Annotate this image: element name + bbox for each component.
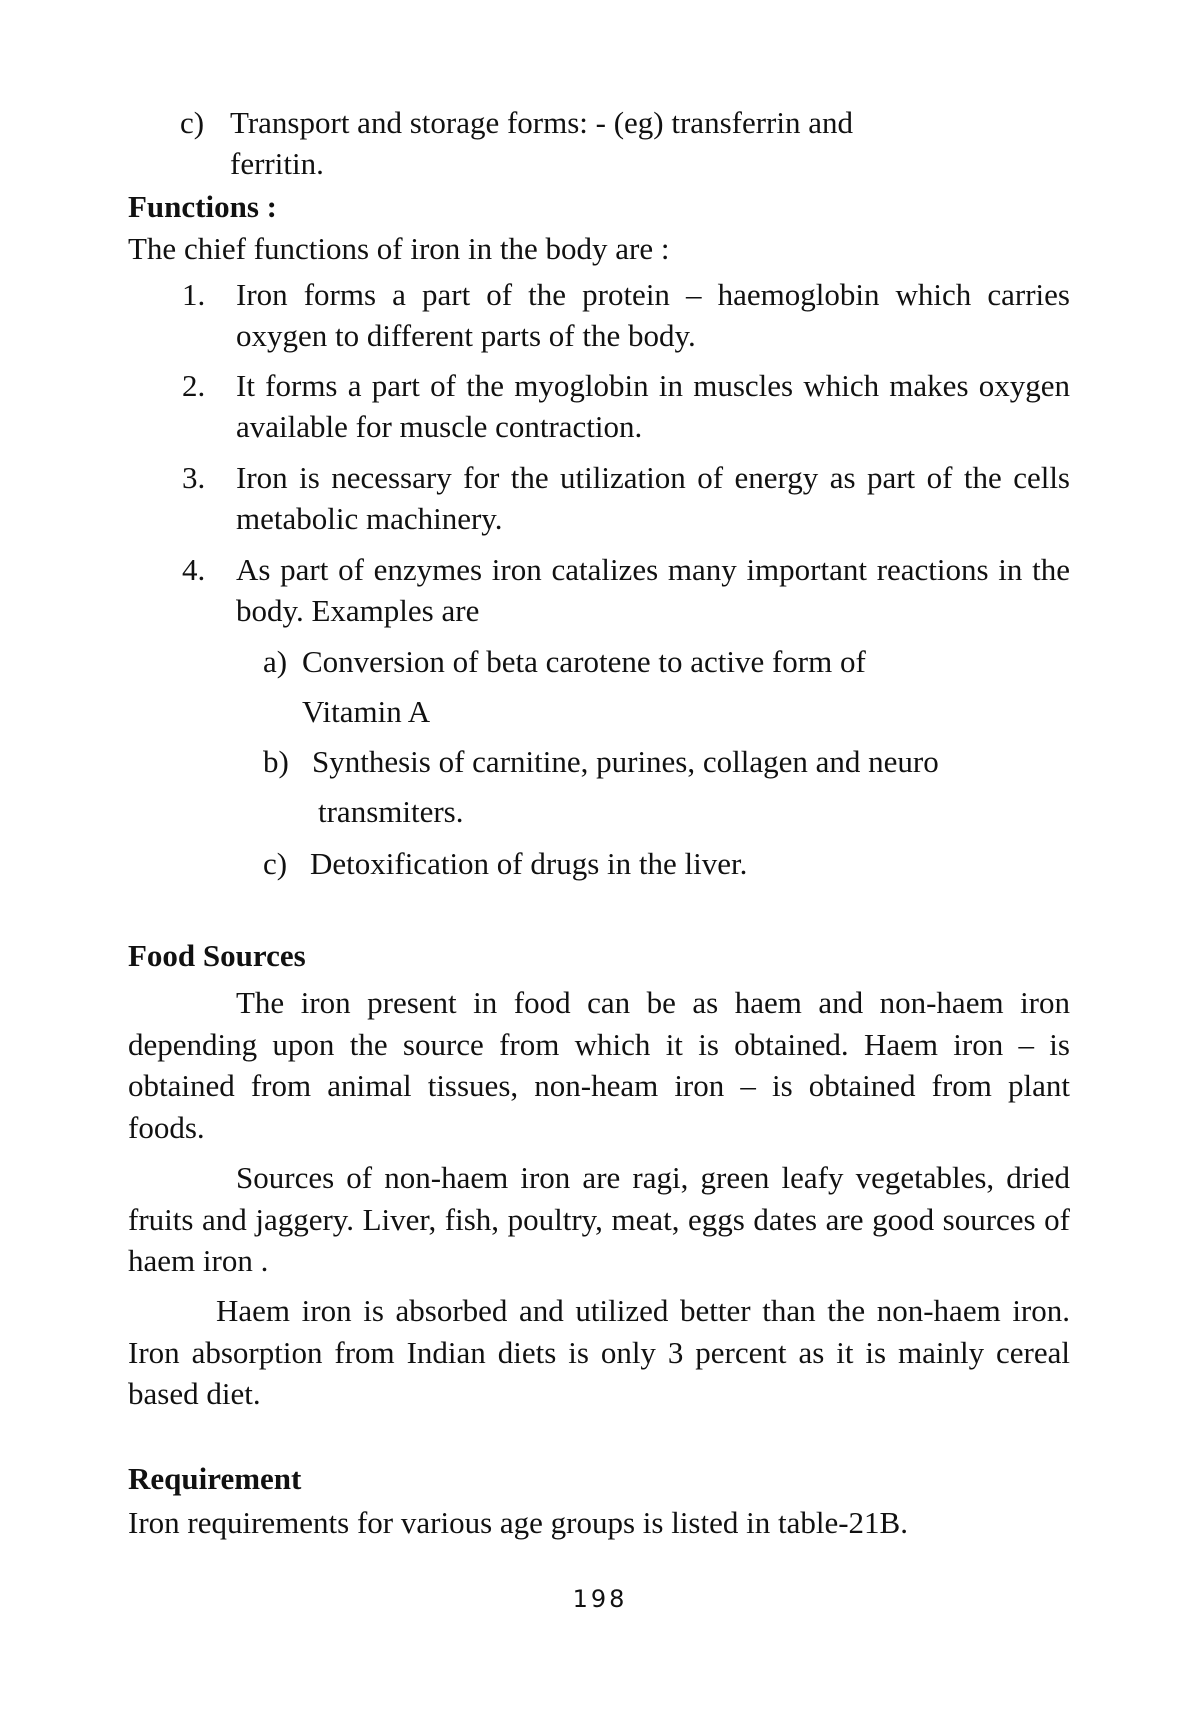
functions-item-3 [0,457,1200,541]
item-number: 3. [182,460,206,495]
example-label: c) [263,846,288,881]
item-number: 2. [182,368,206,403]
food-sources-paragraph-2: Sources of non-haem iron are ragi, green leafy vegetables, dried fruits and jaggery. Liver, fish, poultry, meat, eggs dates are good sources of haem iron . [128,1160,1070,1278]
functions-item-1 [0,274,1200,358]
item-label: c) [180,105,205,140]
functions-intro: The chief functions of iron in the body are : [128,231,670,266]
example-item-b [0,741,1200,841]
item-text: It forms a part of the myoglobin in muscles which makes oxygen available for muscle contraction. [236,368,1070,444]
item-number: 1. [182,277,206,312]
example-line: Synthesis of carnitine, purines, collagen and neuro [312,744,939,779]
functions-item-4 [0,549,1200,633]
food-sources-paragraph-3: Haem iron is absorbed and utilized better than the non-haem iron. Iron absorption from Indian diets is only 3 percent as it is mainly cereal based diet. [128,1293,1070,1411]
item-number: 4. [182,552,206,587]
functions-heading: Functions : [128,189,277,224]
food-sources-paragraph-1: The iron present in food can be as haem and non-haem iron depending upon the source from which it is obtained. Haem iron – is obtained from animal tissues, non-heam iron – is obtained from plant foods. [128,985,1070,1145]
transport-storage-item [0,102,1200,186]
item-line: ferritin. [230,146,324,181]
item-line: Transport and storage forms: - (eg) transferrin and [230,105,853,140]
example-line: Detoxification of drugs in the liver. [310,846,748,881]
example-line: Vitamin A [302,694,431,729]
functions-item-2 [0,365,1200,449]
requirement-heading: Requirement [128,1461,302,1496]
example-label: b) [263,744,289,779]
example-item-c [0,843,1200,887]
page-number: 198 [572,1585,628,1613]
food-sources-heading: Food Sources [128,938,306,973]
example-label: a) [263,644,288,679]
item-text: Iron is necessary for the utilization of energy as part of the cells metabolic machinery. [236,460,1070,536]
example-item-a [0,641,1200,741]
requirement-text: Iron requirements for various age groups is listed in table-21B. [128,1505,908,1540]
item-text: Iron forms a part of the protein – haemoglobin which carries oxygen to different parts of the body. [236,277,1070,353]
item-text: As part of enzymes iron catalizes many important reactions in the body. Examples are [236,552,1070,628]
example-line: transmiters. [318,794,464,829]
example-line: Conversion of beta carotene to active form of [302,644,866,679]
